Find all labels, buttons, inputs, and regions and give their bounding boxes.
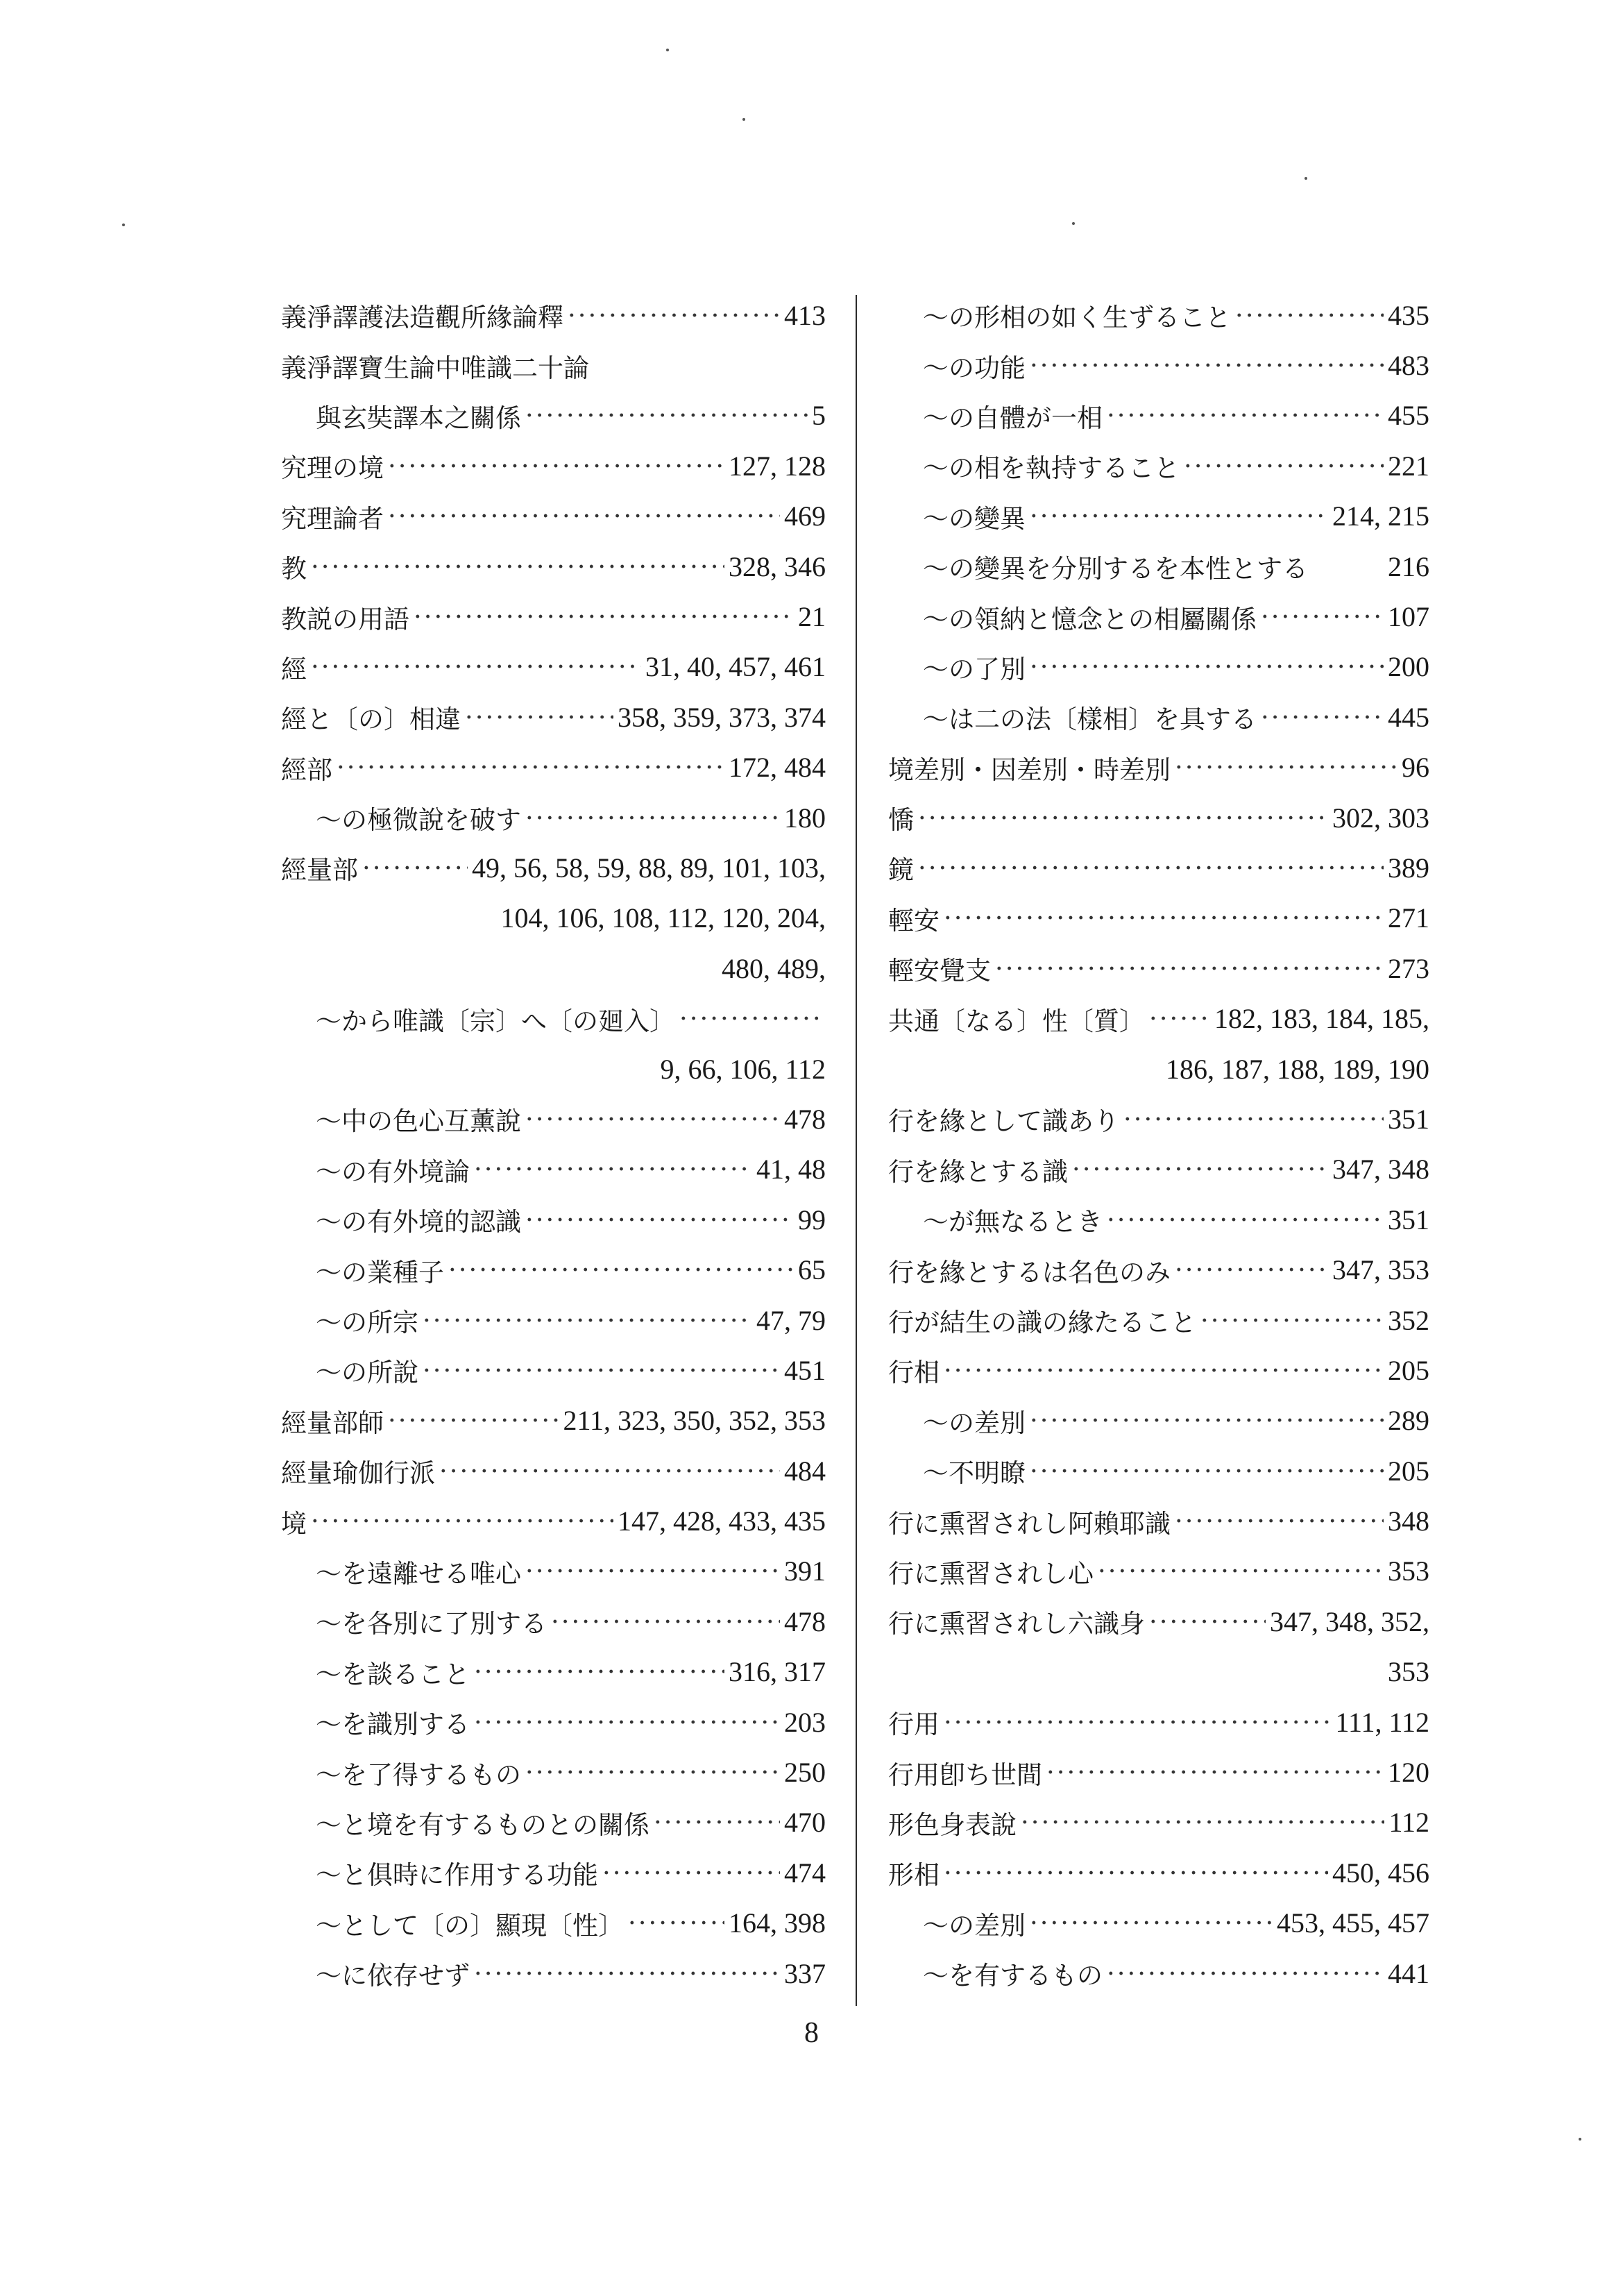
index-pages: 328, 346 bbox=[729, 550, 826, 582]
index-pages: 353 bbox=[1388, 1656, 1429, 1688]
dot-leader bbox=[414, 602, 794, 632]
index-term: 〜が無なるとき bbox=[923, 1207, 1103, 1238]
index-term: 〜を有するもの bbox=[923, 1961, 1103, 1991]
dot-leader bbox=[602, 1858, 780, 1888]
index-pages: 337 bbox=[784, 1957, 826, 1989]
index-term: 〜に依存せず bbox=[316, 1961, 470, 1991]
dot-leader bbox=[474, 1959, 780, 1989]
index-entry bbox=[888, 843, 1429, 893]
index-subentry bbox=[888, 692, 1429, 742]
index-entry bbox=[888, 1798, 1429, 1848]
index-pages: 104, 106, 108, 112, 120, 204, bbox=[500, 902, 826, 934]
index-subentry bbox=[281, 1848, 826, 1898]
index-term: 〜の相を執持すること bbox=[923, 453, 1180, 484]
index-pages: 107 bbox=[1388, 601, 1429, 633]
index-entry bbox=[888, 1546, 1429, 1596]
index-term: 〜の所宗 bbox=[316, 1308, 418, 1337]
index-entry bbox=[281, 290, 826, 340]
dot-leader bbox=[388, 501, 780, 531]
index-term: 教 bbox=[281, 554, 307, 584]
index-subentry bbox=[281, 391, 826, 441]
dot-leader bbox=[1030, 1406, 1384, 1435]
index-subentry bbox=[888, 340, 1429, 390]
index-pages: 271 bbox=[1388, 902, 1429, 934]
index-term: 〜として〔の〕顯現〔性〕 bbox=[316, 1910, 624, 1941]
index-pages: 469 bbox=[784, 500, 826, 532]
index-column-right bbox=[888, 290, 1429, 1998]
dot-leader bbox=[448, 1255, 794, 1285]
index-term: 經量部師 bbox=[281, 1408, 384, 1438]
index-pages: 186, 187, 188, 189, 190 bbox=[1166, 1053, 1429, 1085]
index-entry bbox=[888, 793, 1429, 843]
index-subentry bbox=[888, 541, 1429, 591]
index-entry bbox=[888, 1244, 1429, 1294]
scan-speck bbox=[742, 118, 745, 121]
index-term: 〜不明瞭 bbox=[923, 1458, 1026, 1489]
index-entry bbox=[888, 743, 1429, 793]
index-entry bbox=[888, 943, 1429, 993]
dot-leader bbox=[1046, 1757, 1384, 1787]
index-term: 究理論者 bbox=[281, 503, 384, 534]
index-term: 〜の所說 bbox=[316, 1358, 418, 1388]
index-term: 經量瑜伽行派 bbox=[281, 1458, 435, 1489]
index-pages: 65 bbox=[798, 1254, 826, 1286]
dot-leader bbox=[388, 1406, 559, 1435]
index-subentry bbox=[281, 1094, 826, 1144]
index-pages: 99 bbox=[798, 1204, 826, 1235]
index-term: 〜を各別に了別する bbox=[316, 1609, 547, 1639]
index-term: 教説の用語 bbox=[281, 604, 409, 634]
index-subentry bbox=[888, 1948, 1429, 1998]
index-term: 〜の差別 bbox=[923, 1408, 1026, 1438]
dot-leader bbox=[1098, 1556, 1384, 1586]
index-term: 經 bbox=[281, 654, 307, 684]
index-entry bbox=[888, 1596, 1429, 1646]
index-term: 共通〔なる〕性〔質〕 bbox=[888, 1006, 1145, 1036]
index-term: 經量部 bbox=[281, 855, 358, 886]
index-pages: 347, 353 bbox=[1332, 1254, 1429, 1286]
dot-leader bbox=[944, 903, 1384, 933]
index-term: 行に熏習されし六識身 bbox=[888, 1609, 1145, 1639]
index-pages: 47, 79 bbox=[756, 1304, 826, 1336]
index-term: 與玄奘譯本之關係 bbox=[316, 403, 521, 433]
index-entry bbox=[281, 1446, 826, 1496]
dot-leader bbox=[1030, 652, 1384, 682]
dot-leader bbox=[1200, 1306, 1384, 1335]
index-term: 行相 bbox=[888, 1358, 940, 1388]
index-pages: 200 bbox=[1388, 651, 1429, 683]
index-pages: 389 bbox=[1388, 852, 1429, 884]
dot-leader bbox=[1107, 400, 1384, 430]
dot-leader bbox=[311, 652, 641, 682]
index-pages: 302, 303 bbox=[1332, 802, 1429, 834]
index-term: 〜の極微說を破す bbox=[316, 805, 521, 836]
dot-leader bbox=[362, 853, 468, 883]
index-subentry bbox=[281, 1898, 826, 1948]
index-entry bbox=[281, 591, 826, 641]
dot-leader bbox=[423, 1356, 780, 1385]
dot-leader bbox=[423, 1306, 752, 1335]
index-pages: 216 bbox=[1388, 550, 1429, 582]
index-entry bbox=[888, 1848, 1429, 1898]
scan-speck bbox=[1072, 222, 1075, 225]
index-pages: 480, 489, bbox=[722, 952, 826, 984]
dot-leader bbox=[568, 301, 780, 330]
index-subentry bbox=[888, 642, 1429, 692]
dot-leader bbox=[1175, 1255, 1328, 1285]
index-term: 經と〔の〕相違 bbox=[281, 704, 461, 735]
index-pages: 351 bbox=[1388, 1103, 1429, 1135]
index-pages: 484 bbox=[784, 1455, 826, 1487]
index-pages: 49, 56, 58, 59, 88, 89, 101, 103, bbox=[472, 852, 826, 884]
index-pages: 347, 348, 352, bbox=[1270, 1605, 1429, 1637]
scan-speck bbox=[122, 223, 125, 226]
index-pages: 205 bbox=[1388, 1354, 1429, 1386]
index-subentry bbox=[888, 591, 1429, 641]
index-entry bbox=[888, 1145, 1429, 1195]
index-entry bbox=[281, 1396, 826, 1446]
index-term: 〜と境を有するものとの關係 bbox=[316, 1809, 649, 1840]
index-subentry bbox=[888, 441, 1429, 491]
dot-leader bbox=[465, 702, 613, 732]
index-entry bbox=[281, 743, 826, 793]
index-entry bbox=[281, 491, 826, 541]
index-subentry bbox=[281, 793, 826, 843]
index-term: 行を緣とするは名色のみ bbox=[888, 1257, 1171, 1288]
dot-leader bbox=[525, 803, 780, 833]
dot-leader bbox=[1149, 1607, 1266, 1637]
dot-leader bbox=[1030, 1908, 1273, 1938]
dot-leader bbox=[1261, 702, 1384, 732]
dot-leader bbox=[944, 1858, 1328, 1888]
dot-leader bbox=[525, 1556, 780, 1586]
dot-leader bbox=[918, 853, 1384, 883]
index-pages: 441 bbox=[1388, 1957, 1429, 1989]
index-pages: 250 bbox=[784, 1757, 826, 1789]
index-pages: 289 bbox=[1388, 1405, 1429, 1437]
index-pages: 41, 48 bbox=[756, 1154, 826, 1185]
scan-speck bbox=[666, 49, 669, 51]
index-subentry bbox=[281, 1195, 826, 1244]
index-subentry bbox=[281, 1295, 826, 1345]
index-term: 〜から唯識〔宗〕へ〔の廻入〕 bbox=[316, 1006, 675, 1036]
index-term: 〜の領納と憶念との相屬關係 bbox=[923, 604, 1257, 634]
dot-leader bbox=[1021, 1807, 1384, 1837]
index-subentry bbox=[888, 391, 1429, 441]
dot-leader bbox=[474, 1707, 780, 1737]
index-pages: 347, 348 bbox=[1332, 1154, 1429, 1185]
index-subentry bbox=[281, 1948, 826, 1998]
dot-leader bbox=[1107, 1959, 1384, 1989]
index-term: 行が結生の識の緣たること bbox=[888, 1308, 1196, 1337]
dot-leader bbox=[474, 1154, 752, 1184]
index-term: 境差別・因差別・時差別 bbox=[888, 754, 1171, 785]
index-term: 〜の形相の如く生ずること bbox=[923, 303, 1231, 333]
dot-leader bbox=[439, 1456, 780, 1486]
index-pages: 120 bbox=[1388, 1757, 1429, 1789]
index-pages: 172, 484 bbox=[729, 752, 826, 784]
index-subentry bbox=[888, 491, 1429, 541]
index-subentry bbox=[281, 1747, 826, 1797]
index-entry-continuation bbox=[888, 1647, 1429, 1697]
index-subentry bbox=[888, 290, 1429, 340]
dot-leader bbox=[525, 400, 808, 430]
index-term: 〜を識別する bbox=[316, 1710, 470, 1740]
index-term: 輕安覺支 bbox=[888, 956, 991, 986]
index-term: 行用 bbox=[888, 1710, 940, 1740]
index-pages: 445 bbox=[1388, 701, 1429, 733]
index-pages: 316, 317 bbox=[729, 1656, 826, 1688]
index-pages: 182, 183, 184, 185, bbox=[1214, 1003, 1429, 1035]
index-term: 形色身表說 bbox=[888, 1809, 1017, 1840]
index-term: 〜の了別 bbox=[923, 654, 1026, 684]
index-pages: 435 bbox=[1388, 299, 1429, 331]
index-term: 〜の差別 bbox=[923, 1910, 1026, 1941]
index-pages: 413 bbox=[784, 299, 826, 331]
index-term: 鏡 bbox=[888, 855, 914, 886]
index-term: 〜の有外境的認識 bbox=[316, 1207, 521, 1238]
scan-speck bbox=[1579, 2138, 1581, 2141]
index-term: 義淨譯護法造觀所緣論釋 bbox=[281, 303, 563, 333]
index-pages: 214, 215 bbox=[1332, 500, 1429, 532]
index-entry bbox=[888, 1295, 1429, 1345]
index-entry-continuation bbox=[281, 943, 826, 993]
index-pages: 211, 323, 350, 352, 353 bbox=[563, 1405, 826, 1437]
dot-leader bbox=[628, 1908, 724, 1938]
index-entry-continuation bbox=[281, 1044, 826, 1094]
dot-leader bbox=[918, 803, 1328, 833]
index-subentry bbox=[281, 1546, 826, 1596]
index-term: 〜は二の法〔樣相〕を具する bbox=[923, 704, 1257, 735]
index-entry bbox=[888, 1345, 1429, 1395]
index-pages: 273 bbox=[1388, 952, 1429, 984]
dot-leader bbox=[1235, 301, 1384, 330]
dot-leader bbox=[1123, 1104, 1384, 1134]
dot-leader bbox=[1149, 1004, 1210, 1033]
dot-leader bbox=[525, 1104, 780, 1134]
dot-leader bbox=[944, 1356, 1384, 1385]
index-entry bbox=[281, 340, 826, 390]
page-number: 8 bbox=[804, 2017, 819, 2049]
index-pages: 205 bbox=[1388, 1455, 1429, 1487]
index-subentry bbox=[888, 1396, 1429, 1446]
index-pages: 455 bbox=[1388, 400, 1429, 432]
index-pages: 5 bbox=[812, 400, 826, 432]
index-term: 輕安 bbox=[888, 905, 940, 936]
index-pages: 478 bbox=[784, 1103, 826, 1135]
index-term: 〜の業種子 bbox=[316, 1257, 444, 1288]
dot-leader bbox=[388, 451, 724, 481]
index-subentry bbox=[281, 1647, 826, 1697]
index-pages: 351 bbox=[1388, 1204, 1429, 1235]
index-term: 境 bbox=[281, 1508, 307, 1539]
index-pages: 391 bbox=[784, 1555, 826, 1587]
index-term: 行用卽ち世間 bbox=[888, 1759, 1042, 1790]
index-term: 憍 bbox=[888, 805, 914, 836]
index-entry bbox=[888, 993, 1429, 1043]
dot-leader bbox=[1184, 451, 1384, 481]
column-divider bbox=[856, 295, 857, 2006]
index-term: 形相 bbox=[888, 1860, 940, 1891]
index-subentry bbox=[281, 1596, 826, 1646]
index-term: 〜の變異を分別するを本性とする bbox=[923, 554, 1308, 584]
index-entry bbox=[281, 642, 826, 692]
scan-speck bbox=[1305, 177, 1307, 180]
index-subentry bbox=[281, 1798, 826, 1848]
index-term: 行に熏習されし心 bbox=[888, 1558, 1094, 1589]
dot-leader bbox=[474, 1657, 724, 1687]
dot-leader bbox=[1030, 1456, 1384, 1486]
index-entry bbox=[888, 1747, 1429, 1797]
index-term: 〜の變異 bbox=[923, 503, 1026, 534]
dot-leader bbox=[551, 1607, 780, 1637]
index-subentry bbox=[281, 1244, 826, 1294]
index-pages: 203 bbox=[784, 1706, 826, 1738]
dot-leader bbox=[679, 1004, 822, 1033]
index-pages: 164, 398 bbox=[729, 1907, 826, 1939]
index-column-left bbox=[281, 290, 826, 1998]
index-entry bbox=[281, 1496, 826, 1546]
index-entry bbox=[888, 1697, 1429, 1747]
index-pages: 147, 428, 433, 435 bbox=[618, 1505, 826, 1537]
index-pages: 21 bbox=[798, 601, 826, 633]
index-term: 行に熏習されし阿賴耶識 bbox=[888, 1508, 1171, 1539]
index-subentry bbox=[281, 1345, 826, 1395]
index-term: 〜を談ること bbox=[316, 1659, 470, 1689]
index-subentry bbox=[888, 1446, 1429, 1496]
index-entry bbox=[281, 692, 826, 742]
index-term: 究理の境 bbox=[281, 453, 384, 484]
dot-leader bbox=[944, 1707, 1331, 1737]
index-pages: 353 bbox=[1388, 1555, 1429, 1587]
index-pages: 348 bbox=[1388, 1505, 1429, 1537]
index-pages: 451 bbox=[784, 1354, 826, 1386]
index-entry bbox=[281, 541, 826, 591]
index-pages: 478 bbox=[784, 1605, 826, 1637]
index-entry bbox=[281, 441, 826, 491]
index-pages: 483 bbox=[1388, 350, 1429, 382]
index-term: 〜中の色心互薰說 bbox=[316, 1106, 521, 1137]
index-pages: 450, 456 bbox=[1332, 1857, 1429, 1889]
index-subentry bbox=[888, 1195, 1429, 1244]
dot-leader bbox=[1030, 351, 1384, 380]
index-term: 經部 bbox=[281, 754, 332, 785]
index-subentry bbox=[281, 993, 826, 1043]
index-entry bbox=[888, 1094, 1429, 1144]
index-pages: 31, 40, 457, 461 bbox=[645, 651, 826, 683]
index-pages: 180 bbox=[784, 802, 826, 834]
index-term: 〜の有外境論 bbox=[316, 1156, 470, 1187]
index-entry bbox=[281, 843, 826, 893]
index-entry-continuation bbox=[888, 1044, 1429, 1094]
index-entry bbox=[888, 1496, 1429, 1546]
index-pages: 96 bbox=[1402, 752, 1429, 784]
index-term: 〜の自體が一相 bbox=[923, 403, 1103, 433]
dot-leader bbox=[1107, 1205, 1384, 1235]
dot-leader bbox=[1261, 602, 1384, 632]
index-pages: 221 bbox=[1388, 450, 1429, 482]
index-subentry bbox=[888, 1898, 1429, 1948]
index-entry bbox=[888, 893, 1429, 943]
index-pages: 474 bbox=[784, 1857, 826, 1889]
index-entry-continuation bbox=[281, 893, 826, 943]
dot-leader bbox=[1030, 501, 1328, 531]
index-pages: 9, 66, 106, 112 bbox=[660, 1053, 826, 1085]
index-term: 行を緣とする識 bbox=[888, 1156, 1068, 1187]
index-pages: 453, 455, 457 bbox=[1277, 1907, 1429, 1939]
index-term: 行を緣として識あり bbox=[888, 1106, 1119, 1137]
index-pages: 358, 359, 373, 374 bbox=[618, 701, 826, 733]
dot-leader bbox=[311, 1506, 613, 1536]
index-pages: 127, 128 bbox=[729, 450, 826, 482]
index-term: 義淨譯寶生論中唯識二十論 bbox=[281, 353, 589, 383]
index-term: 〜の功能 bbox=[923, 353, 1026, 383]
index-pages: 470 bbox=[784, 1807, 826, 1839]
index-term: 〜を遠離せる唯心 bbox=[316, 1558, 521, 1589]
index-subentry bbox=[281, 1697, 826, 1747]
dot-leader bbox=[525, 1757, 780, 1787]
dot-leader bbox=[311, 552, 724, 582]
index-pages: 112 bbox=[1388, 1807, 1429, 1839]
index-subentry bbox=[281, 1145, 826, 1195]
dot-leader bbox=[1175, 1506, 1384, 1536]
dot-leader bbox=[654, 1807, 780, 1837]
index-term: 〜と俱時に作用する功能 bbox=[316, 1860, 598, 1891]
dot-leader bbox=[995, 954, 1384, 984]
dot-leader bbox=[1175, 752, 1397, 782]
index-pages: 111, 112 bbox=[1335, 1706, 1429, 1738]
dot-leader bbox=[337, 752, 724, 782]
index-pages: 352 bbox=[1388, 1304, 1429, 1336]
dot-leader bbox=[1072, 1154, 1328, 1184]
dot-leader bbox=[525, 1205, 794, 1235]
index-term: 〜を了得するもの bbox=[316, 1759, 521, 1790]
